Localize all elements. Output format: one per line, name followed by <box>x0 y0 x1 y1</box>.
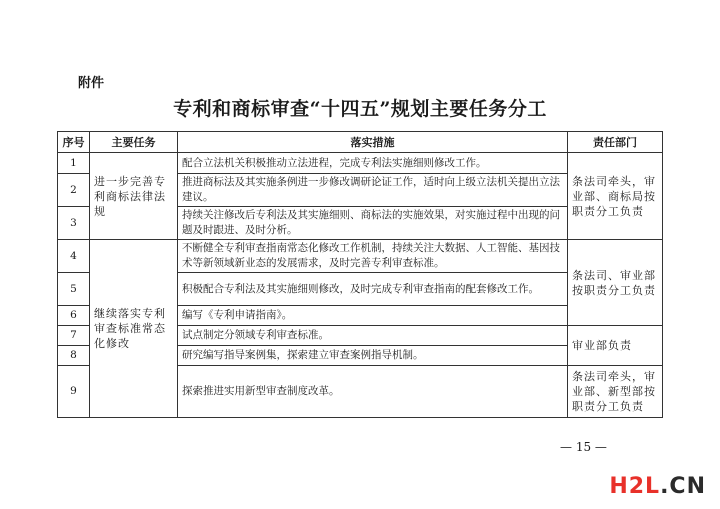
row-number: 7 <box>58 326 90 346</box>
task-cell: 进一步完善专利商标法律法规 <box>90 153 178 240</box>
table-row <box>58 153 663 174</box>
row-number: 3 <box>58 207 90 240</box>
measure-cell: 研究编写指导案例集，探索建立审查案例指导机制。 <box>178 346 568 366</box>
header-dept: 责任部门 <box>568 132 663 153</box>
dept-cell: 条法司、审业部按职责分工负责 <box>568 240 663 326</box>
row-number: 4 <box>58 240 90 273</box>
measure-cell: 试点制定分领域专利审查标准。 <box>178 326 568 346</box>
row-number: 9 <box>58 366 90 418</box>
measure-cell: 编写《专利申请指南》。 <box>178 306 568 326</box>
header-task: 主要任务 <box>90 132 178 153</box>
measure-cell: 持续关注修改后专利法及其实施细则、商标法的实施效果，对实施过程中出现的问题及时跟进、及时分析。 <box>178 207 568 240</box>
header-measure: 落实措施 <box>178 132 568 153</box>
row-number: 6 <box>58 306 90 326</box>
measure-cell: 积极配合专利法及其实施细则修改，及时完成专利审查指南的配套修改工作。 <box>178 273 568 306</box>
table-header-row <box>58 132 663 153</box>
row-number: 1 <box>58 153 90 174</box>
measure-cell: 探索推进实用新型审查制度改革。 <box>178 366 568 418</box>
row-number: 5 <box>58 273 90 306</box>
attachment-label: 附件 <box>78 76 105 91</box>
document-title: 专利和商标审查“十四五”规划主要任务分工 <box>173 98 547 120</box>
table-row <box>58 240 663 273</box>
watermark-brand: H2L <box>609 474 661 499</box>
measure-cell: 不断健全专利审查指南常态化修改工作机制，持续关注大数据、人工智能、基因技术等新领域新业态的发展需求，及时完善专利审查标准。 <box>178 240 568 273</box>
watermark-suffix: .CN <box>660 474 706 499</box>
site-watermark-logo <box>609 474 706 499</box>
measure-cell: 推进商标法及其实施条例进一步修改调研论证工作，适时向上级立法机关提出立法建议。 <box>178 174 568 207</box>
header-seq: 序号 <box>58 132 90 153</box>
task-cell: 继续落实专利审查标准常态化修改 <box>90 240 178 418</box>
measure-cell: 配合立法机关积极推动立法进程，完成专利法实施细则修改工作。 <box>178 153 568 174</box>
page-number: — 15 — <box>560 440 607 454</box>
row-number: 8 <box>58 346 90 366</box>
dept-cell: 条法司牵头，审业部、新型部按职责分工负责 <box>568 366 663 418</box>
dept-cell: 条法司牵头，审业部、商标局按职责分工负责 <box>568 153 663 240</box>
task-table <box>57 131 663 418</box>
row-number: 2 <box>58 174 90 207</box>
dept-cell: 审业部负责 <box>568 326 663 366</box>
